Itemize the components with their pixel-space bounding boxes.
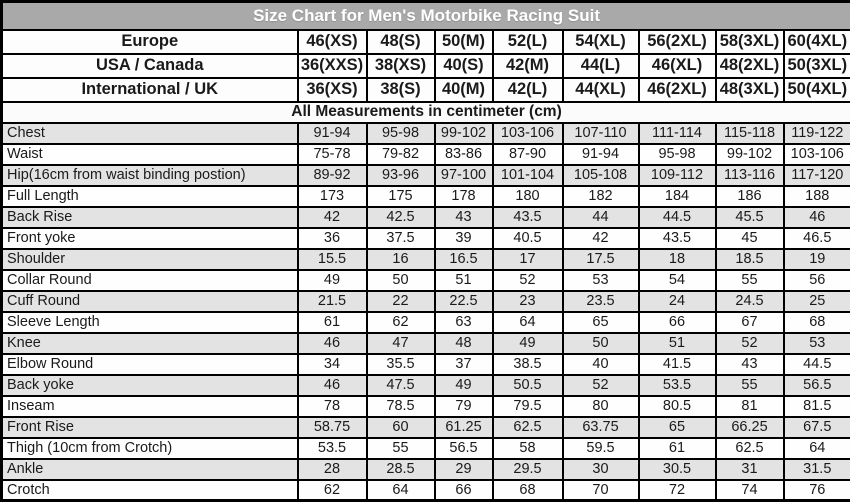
measurement-value-cell: 80 (563, 396, 639, 417)
measurement-value-cell: 45 (716, 228, 784, 249)
measurement-value-cell: 66.25 (716, 417, 784, 438)
measurement-value-cell: 66 (435, 480, 493, 501)
size-system-row (2, 78, 850, 102)
measurement-value-cell: 61.25 (435, 417, 493, 438)
measurement-value-cell: 37 (435, 354, 493, 375)
measurement-value-cell: 75-78 (298, 144, 367, 165)
size-value-cell: 54(XL) (563, 30, 639, 54)
measurement-value-cell: 178 (435, 186, 493, 207)
measurement-value-cell: 186 (716, 186, 784, 207)
measurement-value-cell: 49 (493, 333, 563, 354)
measurement-row (2, 438, 850, 459)
measurement-value-cell: 22.5 (435, 291, 493, 312)
measurement-row (2, 459, 850, 480)
measurement-label: Ankle (2, 459, 298, 480)
measurement-value-cell: 17 (493, 249, 563, 270)
size-value-cell: 50(3XL) (784, 54, 850, 78)
measurement-row (2, 480, 850, 501)
measurement-value-cell: 18 (639, 249, 716, 270)
measurement-value-cell: 64 (493, 312, 563, 333)
measurement-value-cell: 56 (784, 270, 850, 291)
measurement-row (2, 123, 850, 144)
measurement-label: Front yoke (2, 228, 298, 249)
measurement-value-cell: 70 (563, 480, 639, 501)
measurement-label: Back Rise (2, 207, 298, 228)
size-value-cell: 48(S) (367, 30, 435, 54)
measurement-value-cell: 173 (298, 186, 367, 207)
measurement-value-cell: 56.5 (784, 375, 850, 396)
measurement-row (2, 144, 850, 165)
measurement-value-cell: 16.5 (435, 249, 493, 270)
measurement-value-cell: 107-110 (563, 123, 639, 144)
measurement-label: Chest (2, 123, 298, 144)
unit-note: All Measurements in centimeter (cm) (2, 102, 850, 123)
measurement-value-cell: 36 (298, 228, 367, 249)
measurement-value-cell: 24 (639, 291, 716, 312)
measurement-value-cell: 30.5 (639, 459, 716, 480)
measurement-label: Shoulder (2, 249, 298, 270)
size-value-cell: 40(S) (435, 54, 493, 78)
measurement-label: Hip(16cm from waist binding postion) (2, 165, 298, 186)
measurement-value-cell: 93-96 (367, 165, 435, 186)
measurement-value-cell: 52 (563, 375, 639, 396)
measurement-row (2, 396, 850, 417)
measurement-row (2, 165, 850, 186)
measurement-row (2, 207, 850, 228)
size-value-cell: 36(XXS) (298, 54, 367, 78)
measurement-value-cell: 23.5 (563, 291, 639, 312)
measurement-value-cell: 62.5 (716, 438, 784, 459)
size-value-cell: 44(L) (563, 54, 639, 78)
measurement-value-cell: 39 (435, 228, 493, 249)
measurement-value-cell: 87-90 (493, 144, 563, 165)
measurement-value-cell: 79 (435, 396, 493, 417)
measurement-value-cell: 188 (784, 186, 850, 207)
measurement-value-cell: 65 (639, 417, 716, 438)
measurement-value-cell: 48 (435, 333, 493, 354)
measurement-row (2, 228, 850, 249)
measurement-value-cell: 47.5 (367, 375, 435, 396)
measurement-value-cell: 103-106 (784, 144, 850, 165)
measurement-value-cell: 81 (716, 396, 784, 417)
measurement-row (2, 249, 850, 270)
measurement-value-cell: 61 (639, 438, 716, 459)
measurement-value-cell: 53 (784, 333, 850, 354)
measurement-label: Back yoke (2, 375, 298, 396)
measurement-value-cell: 91-94 (298, 123, 367, 144)
measurement-value-cell: 51 (639, 333, 716, 354)
chart-title: Size Chart for Men's Motorbike Racing Suit (2, 2, 850, 30)
measurement-value-cell: 25 (784, 291, 850, 312)
measurement-value-cell: 109-112 (639, 165, 716, 186)
measurement-value-cell: 51 (435, 270, 493, 291)
measurement-value-cell: 45.5 (716, 207, 784, 228)
measurement-row (2, 354, 850, 375)
measurement-value-cell: 89-92 (298, 165, 367, 186)
measurement-value-cell: 63.75 (563, 417, 639, 438)
measurement-value-cell: 30 (563, 459, 639, 480)
measurement-value-cell: 41.5 (639, 354, 716, 375)
size-system-label: International / UK (2, 78, 298, 102)
measurement-value-cell: 31.5 (784, 459, 850, 480)
measurement-value-cell: 63 (435, 312, 493, 333)
measurement-value-cell: 97-100 (435, 165, 493, 186)
measurement-value-cell: 117-120 (784, 165, 850, 186)
size-value-cell: 48(3XL) (716, 78, 784, 102)
measurement-row (2, 270, 850, 291)
measurement-value-cell: 42.5 (367, 207, 435, 228)
title-row (2, 2, 850, 30)
measurement-value-cell: 184 (639, 186, 716, 207)
measurement-value-cell: 81.5 (784, 396, 850, 417)
measurement-row (2, 186, 850, 207)
measurement-value-cell: 64 (784, 438, 850, 459)
measurement-value-cell: 99-102 (716, 144, 784, 165)
measurement-value-cell: 180 (493, 186, 563, 207)
measurement-value-cell: 24.5 (716, 291, 784, 312)
measurement-value-cell: 42 (563, 228, 639, 249)
measurement-value-cell: 105-108 (563, 165, 639, 186)
measurement-value-cell: 40 (563, 354, 639, 375)
size-value-cell: 42(M) (493, 54, 563, 78)
measurement-value-cell: 68 (493, 480, 563, 501)
measurement-value-cell: 31 (716, 459, 784, 480)
measurement-value-cell: 58 (493, 438, 563, 459)
size-value-cell: 56(2XL) (639, 30, 716, 54)
size-value-cell: 50(M) (435, 30, 493, 54)
measurement-value-cell: 68 (784, 312, 850, 333)
measurement-value-cell: 46 (298, 375, 367, 396)
size-value-cell: 44(XL) (563, 78, 639, 102)
measurement-value-cell: 53.5 (639, 375, 716, 396)
measurement-value-cell: 29 (435, 459, 493, 480)
size-value-cell: 58(3XL) (716, 30, 784, 54)
measurement-value-cell: 47 (367, 333, 435, 354)
measurement-value-cell: 182 (563, 186, 639, 207)
measurement-label: Cuff Round (2, 291, 298, 312)
measurement-value-cell: 28 (298, 459, 367, 480)
measurement-value-cell: 49 (435, 375, 493, 396)
measurement-value-cell: 53 (563, 270, 639, 291)
measurement-value-cell: 60 (367, 417, 435, 438)
measurement-value-cell: 67.5 (784, 417, 850, 438)
measurement-label: Elbow Round (2, 354, 298, 375)
size-value-cell: 50(4XL) (784, 78, 850, 102)
measurement-value-cell: 66 (639, 312, 716, 333)
measurement-value-cell: 55 (716, 270, 784, 291)
measurement-label: Waist (2, 144, 298, 165)
measurement-value-cell: 53.5 (298, 438, 367, 459)
measurement-value-cell: 78 (298, 396, 367, 417)
unit-note-row (2, 102, 850, 123)
size-rows (2, 30, 850, 102)
measurement-label: Sleeve Length (2, 312, 298, 333)
measurement-value-cell: 46.5 (784, 228, 850, 249)
measurement-value-cell: 65 (563, 312, 639, 333)
measurement-value-cell: 79-82 (367, 144, 435, 165)
measurement-value-cell: 91-94 (563, 144, 639, 165)
measurement-value-cell: 35.5 (367, 354, 435, 375)
measurement-value-cell: 59.5 (563, 438, 639, 459)
size-system-row (2, 54, 850, 78)
measurement-value-cell: 95-98 (367, 123, 435, 144)
measurement-value-cell: 46 (784, 207, 850, 228)
measurement-value-cell: 40.5 (493, 228, 563, 249)
measurement-label: Inseam (2, 396, 298, 417)
measurement-label: Collar Round (2, 270, 298, 291)
measurement-value-cell: 62.5 (493, 417, 563, 438)
measurement-value-cell: 111-114 (639, 123, 716, 144)
measurement-value-cell: 79.5 (493, 396, 563, 417)
measurement-label: Full Length (2, 186, 298, 207)
size-value-cell: 38(XS) (367, 54, 435, 78)
size-value-cell: 60(4XL) (784, 30, 850, 54)
measurement-value-cell: 76 (784, 480, 850, 501)
measurement-value-cell: 99-102 (435, 123, 493, 144)
size-value-cell: 46(2XL) (639, 78, 716, 102)
measurement-value-cell: 95-98 (639, 144, 716, 165)
measurement-value-cell: 62 (367, 312, 435, 333)
measurement-value-cell: 38.5 (493, 354, 563, 375)
measurement-value-cell: 175 (367, 186, 435, 207)
measurement-value-cell: 42 (298, 207, 367, 228)
measurement-value-cell: 44.5 (784, 354, 850, 375)
measurement-value-cell: 103-106 (493, 123, 563, 144)
measurement-row (2, 291, 850, 312)
measurement-value-cell: 56.5 (435, 438, 493, 459)
measurement-value-cell: 28.5 (367, 459, 435, 480)
measurement-rows (2, 123, 850, 501)
measurement-value-cell: 61 (298, 312, 367, 333)
measurement-value-cell: 101-104 (493, 165, 563, 186)
size-system-row (2, 30, 850, 54)
measurement-value-cell: 67 (716, 312, 784, 333)
measurement-label: Knee (2, 333, 298, 354)
measurement-label: Front Rise (2, 417, 298, 438)
measurement-value-cell: 16 (367, 249, 435, 270)
measurement-value-cell: 43.5 (493, 207, 563, 228)
measurement-value-cell: 43 (716, 354, 784, 375)
measurement-value-cell: 54 (639, 270, 716, 291)
measurement-value-cell: 50.5 (493, 375, 563, 396)
measurement-value-cell: 44.5 (639, 207, 716, 228)
measurement-value-cell: 21.5 (298, 291, 367, 312)
measurement-value-cell: 62 (298, 480, 367, 501)
measurement-value-cell: 52 (493, 270, 563, 291)
measurement-label: Thigh (10cm from Crotch) (2, 438, 298, 459)
measurement-row (2, 333, 850, 354)
measurement-value-cell: 78.5 (367, 396, 435, 417)
measurement-value-cell: 83-86 (435, 144, 493, 165)
size-value-cell: 42(L) (493, 78, 563, 102)
measurement-value-cell: 18.5 (716, 249, 784, 270)
measurement-value-cell: 52 (716, 333, 784, 354)
size-system-label: USA / Canada (2, 54, 298, 78)
measurement-value-cell: 37.5 (367, 228, 435, 249)
measurement-value-cell: 19 (784, 249, 850, 270)
measurement-value-cell: 23 (493, 291, 563, 312)
measurement-value-cell: 113-116 (716, 165, 784, 186)
size-value-cell: 40(M) (435, 78, 493, 102)
measurement-value-cell: 15.5 (298, 249, 367, 270)
measurement-value-cell: 58.75 (298, 417, 367, 438)
size-value-cell: 38(S) (367, 78, 435, 102)
size-value-cell: 46(XS) (298, 30, 367, 54)
measurement-value-cell: 72 (639, 480, 716, 501)
measurement-value-cell: 119-122 (784, 123, 850, 144)
measurement-value-cell: 46 (298, 333, 367, 354)
size-value-cell: 48(2XL) (716, 54, 784, 78)
measurement-value-cell: 29.5 (493, 459, 563, 480)
measurement-value-cell: 43 (435, 207, 493, 228)
measurement-value-cell: 55 (367, 438, 435, 459)
measurement-value-cell: 22 (367, 291, 435, 312)
size-system-label: Europe (2, 30, 298, 54)
measurement-value-cell: 44 (563, 207, 639, 228)
measurement-row (2, 375, 850, 396)
measurement-value-cell: 50 (563, 333, 639, 354)
measurement-value-cell: 43.5 (639, 228, 716, 249)
measurement-value-cell: 74 (716, 480, 784, 501)
measurement-value-cell: 34 (298, 354, 367, 375)
measurement-row (2, 417, 850, 438)
measurement-value-cell: 64 (367, 480, 435, 501)
measurement-value-cell: 55 (716, 375, 784, 396)
measurement-row (2, 312, 850, 333)
measurement-value-cell: 115-118 (716, 123, 784, 144)
measurement-value-cell: 50 (367, 270, 435, 291)
size-value-cell: 52(L) (493, 30, 563, 54)
size-value-cell: 36(XS) (298, 78, 367, 102)
measurement-value-cell: 80.5 (639, 396, 716, 417)
measurement-value-cell: 17.5 (563, 249, 639, 270)
measurement-value-cell: 49 (298, 270, 367, 291)
size-value-cell: 46(XL) (639, 54, 716, 78)
measurement-label: Crotch (2, 480, 298, 501)
